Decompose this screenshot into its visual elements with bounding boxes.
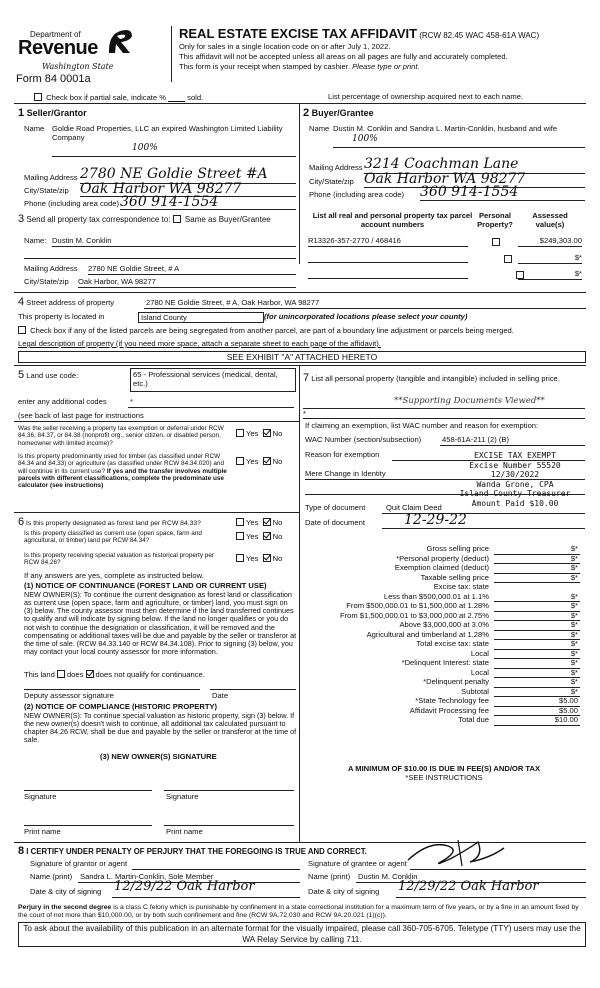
parcel-1-personal-checkbox[interactable] — [492, 238, 500, 246]
supporting-documents-viewed: **Supporting Documents Viewed** — [394, 396, 545, 406]
form-number: Form 84 0001a — [16, 73, 91, 85]
does-qualify-checkbox[interactable] — [57, 670, 65, 678]
buyer-heading-row — [303, 107, 374, 120]
tax-row-label: Local — [470, 648, 489, 658]
forest-q1-yes-checkbox[interactable] — [236, 518, 244, 526]
buyer-phone-label: Phone (including area code) — [309, 190, 404, 199]
certify-section-number: 8 — [18, 845, 25, 857]
property-section-number: 4 — [18, 296, 25, 308]
parcel-col-numbers: List all real and personal property tax parcel account numbers — [312, 211, 473, 229]
tax-row-label: Less than $500,000.01 at 1.1% — [383, 591, 489, 601]
tax-row-label: *Delinquent penalty — [423, 677, 489, 686]
stamp-line-5: Island County Treasurer — [459, 489, 571, 499]
tax-row-label: *Personal property (deduct) — [396, 553, 489, 563]
segregation-row — [18, 326, 514, 336]
parcel-value-3[interactable]: $* — [574, 269, 582, 278]
tax-row-underline — [494, 582, 580, 583]
grantor-name[interactable]: Sandra L. Martin-Conklin, Sole Member — [80, 872, 214, 881]
q2-no-label: No — [272, 457, 283, 466]
tax-row-underline — [494, 725, 580, 726]
seller-address-label: Mailing Address — [24, 173, 78, 182]
parcel-value-1[interactable]: $249,303.00 — [539, 236, 582, 245]
buyer-percent[interactable]: 100% — [352, 134, 378, 144]
stamp-line-6: Amount Paid $10.00 — [471, 498, 559, 508]
document-date[interactable]: 12-29-22 — [404, 512, 467, 528]
tax-row-label: Subtotal — [461, 686, 489, 696]
property-address-row — [18, 296, 114, 309]
q2-yes-checkbox[interactable] — [236, 457, 244, 465]
county-select[interactable]: Island County — [138, 312, 264, 323]
grantee-date-label: Date & city of signing — [308, 887, 380, 896]
forest-q2: Is this property classified as current use (open space, farm and agricultural, or timber) land per RCW 84.34? — [24, 530, 202, 545]
partial-sale-label: Check box if partial sale, indicate % — [46, 93, 166, 102]
owner-print-label-2: Print name — [166, 827, 203, 836]
see-instructions-note: *SEE INSTRUCTIONS — [405, 773, 483, 782]
seller-phone-label: Phone (including area code) — [24, 199, 119, 208]
document-type[interactable]: Quit Claim Deed — [386, 503, 442, 512]
land-use-q2 — [18, 453, 233, 490]
document-date-label: Date of document — [305, 518, 365, 527]
forest-q3-answer — [236, 554, 282, 564]
buyer-section-number: 2 — [303, 107, 310, 119]
grantor-date-city[interactable]: 12/29/22 Oak Harbor — [114, 879, 255, 894]
seller-city-label: City/State/zip — [24, 186, 69, 195]
deputy-signature-label: Deputy assessor signature — [24, 691, 114, 700]
parcel-col-assessed: Assessed value(s) — [532, 211, 568, 229]
property-address-label: Street address of property — [26, 298, 115, 307]
perjury-bold: Perjury in the second degree — [18, 904, 112, 911]
owner-signature-label-2: Signature — [166, 792, 199, 801]
land-use-q2-bold: If yes and the transfer involves multiple parcels with different classifications, complete the predominate use calculator (see instructions) — [18, 467, 227, 490]
q1-answer — [236, 429, 282, 439]
forest-section-number: 6 — [18, 516, 25, 528]
stamp-line-3: 12/30/2022 — [490, 470, 540, 480]
forest-q2-answer — [236, 532, 282, 542]
grantee-name-label: Name (print) — [308, 872, 351, 881]
notice-1-title: (1) NOTICE OF CONTINUANCE (FOREST LAND OR CURRENT USE) — [24, 581, 267, 590]
tax-row-label: From $500,000.01 to $1,500,000 at 1.28% — [346, 601, 489, 610]
tax-row-label: Affidavit Processing fee — [409, 705, 489, 715]
forest-q1-row — [18, 516, 201, 529]
tax-row-label: Total due — [458, 715, 489, 724]
forest-q1-no-label: No — [272, 518, 283, 527]
buyer-address[interactable]: 3214 Coachman Lane — [364, 156, 519, 172]
notice-1-body: NEW OWNER(S): To continue the current designation as forest land or classification as current use (open space, farm and agriculture, or timber) land, you must sign on (3) below. The county assessor must then determine if the land transferred continues to qualify and will indicate by signing below. If the land no longer qualifies or you do not wish to continue the designation or classification, it will be removed and the compensating or additional taxes will be due and payable by the seller or transferor at the time of sale. (RCW 84.33.140 or RCW 84.34.108). Prior to signing (3) below, you may contact your local county assessor for more information. — [24, 590, 297, 656]
legal-description-label: Legal description of property (if you need more space, attach a separate sheet to each page of the affidavit). — [18, 339, 381, 348]
form-title-row — [179, 27, 539, 42]
correspondence-address-label: Mailing Address — [24, 264, 78, 273]
tax-row-value[interactable]: $* — [570, 667, 578, 677]
grantee-name[interactable]: Dustin M. Conklin — [358, 872, 418, 881]
see-back-note: (see back of last page for instructions — [18, 411, 144, 420]
same-as-buyer-label: Same as Buyer/Grantee — [184, 215, 271, 224]
exemption-intro: If claiming an exemption, list WAC number and reason for exemption: — [305, 421, 539, 430]
property-address[interactable]: 2780 NE Goldie Street, # A, Oak Harbor, WA 98277 — [146, 298, 320, 307]
personal-property-row — [303, 372, 585, 385]
segregation-label: Check box if any of the listed parcels are being segregated from another parcel, are part of a boundary line adjustment or parcels being merged. — [30, 326, 514, 335]
buyer-name[interactable]: Dustin M. Conklin and Sandra L. Martin-Conklin, husband and wife — [333, 124, 558, 133]
correspondence-city[interactable]: Oak Harbor, WA 98277 — [78, 277, 156, 286]
treasurer-stamp — [450, 451, 580, 509]
q1-yes-checkbox[interactable] — [236, 429, 244, 437]
partial-sale-row — [34, 93, 203, 103]
correspondence-section-number: 3 — [18, 213, 25, 225]
tax-row-label: *Delinquent Interest: state — [401, 658, 489, 667]
form-statute: (RCW 82.45 WAC 458-61A WAC) — [419, 31, 540, 40]
grantee-signature-scribble — [400, 836, 510, 868]
property-located-label: This property is located in — [18, 312, 105, 321]
q1-no-label: No — [272, 429, 283, 438]
correspondence-city-label: City/State/zip — [24, 277, 69, 286]
wac-label: WAC Number (section/subsection) — [305, 435, 422, 444]
forest-q1: Is this property designated as forest land per RCW 84.33? — [26, 520, 201, 527]
q2-no-checkbox[interactable] — [263, 457, 271, 465]
parcel-number-1[interactable]: R13326-357-2770 / 468416 — [308, 236, 401, 245]
tax-row-value[interactable]: $* — [570, 601, 578, 610]
owner-print-label-1: Print name — [24, 827, 61, 836]
additional-codes-label: enter any additional codes — [18, 397, 107, 406]
land-use-row — [18, 369, 78, 382]
q2-yes-label: Yes — [246, 457, 259, 466]
forest-q3-no-label: No — [272, 554, 283, 563]
stamp-line-4: Wanda Grone, CPA — [476, 479, 554, 489]
tax-row-value[interactable]: $* — [570, 572, 578, 582]
seller-phone[interactable]: 360 914-1554 — [120, 194, 219, 210]
grantee-signature-label: Signature of grantee or agent — [308, 859, 407, 868]
q2-answer — [236, 457, 282, 467]
tax-row-value[interactable]: $* — [570, 563, 578, 572]
tax-row-value[interactable]: $* — [570, 658, 578, 667]
partial-sale-checkbox[interactable] — [34, 93, 42, 101]
forest-q3-yes-label: Yes — [246, 554, 259, 563]
tax-row-label: From $1,500,000.01 to $3,000,000 at 2.75% — [339, 610, 489, 620]
minimum-due-note: A MINIMUM OF $10.00 IS DUE IN FEE(S) AND/OR TAX — [347, 764, 541, 773]
header-line-3-text: This form is your receipt when stamped by cashier. — [179, 62, 350, 71]
certify-row — [18, 845, 367, 858]
tax-row-value[interactable]: $* — [570, 620, 578, 629]
deputy-date-label: Date — [212, 691, 229, 700]
dept-name-logo: Revenue — [18, 37, 98, 59]
grantee-date-city[interactable]: 12/29/22 Oak Harbor — [398, 879, 539, 894]
reason-label: Reason for exemption — [305, 450, 380, 459]
forest-q1-no-checkbox[interactable] — [263, 518, 271, 526]
tax-row-value[interactable]: $* — [570, 610, 578, 620]
header-line-3 — [179, 63, 420, 72]
tax-row-label: Above $3,000,000 at 3.0% — [399, 620, 489, 629]
land-use-code[interactable]: 65 - Professional services (medical, dental, etc.) — [130, 368, 296, 392]
land-use-label: Land use code: — [26, 371, 79, 380]
alternate-format-notice: To ask about the availability of this publication in an alternate format for the visually impaired, please call 360-705-6705. Teletype (TTY) users may use the WA Relay Service by calling 711. — [18, 922, 586, 947]
header-line-1: Only for sales in a single location code on or after July 1, 2022. — [179, 42, 391, 51]
land-use-section-number: 5 — [18, 369, 25, 381]
stamp-line-2: Excise Number 55520 — [469, 460, 561, 470]
county-note: (for unincorporated locations please select your county) — [264, 312, 468, 321]
parcel-value-2[interactable]: $* — [574, 253, 582, 262]
tax-row-label: Excise tax: state — [433, 582, 489, 591]
parcel-2-personal-checkbox[interactable] — [504, 255, 512, 263]
buyer-name-label: Name — [309, 124, 330, 133]
tax-row-value[interactable]: $* — [570, 629, 578, 639]
tax-row-label: Local — [470, 667, 489, 677]
forest-q2-yes-checkbox[interactable] — [236, 532, 244, 540]
forest-q3-yes-checkbox[interactable] — [236, 554, 244, 562]
forest-q2-yes-label: Yes — [246, 532, 259, 541]
tax-row-value[interactable]: $10.00 — [554, 715, 578, 724]
correspondence-heading: Send all property tax correspondence to: — [26, 215, 171, 224]
seller-section-number: 1 — [18, 107, 25, 119]
forest-if-yes: If any answers are yes, complete as instructed below. — [24, 571, 204, 580]
header-line-3-italic: Please type or print. — [352, 62, 420, 71]
header-line-2: This affidavit will not be accepted unless all areas on all pages are fully and accurately completed. — [179, 52, 508, 61]
partial-sale-suffix: sold. — [187, 93, 204, 102]
seller-city[interactable]: Oak Harbor WA 98277 — [80, 181, 242, 197]
personal-property-text: List all personal property (tangible and intangible) included in selling price. — [311, 374, 560, 383]
tax-row-label: Gross selling price — [426, 544, 489, 553]
partial-sale-value[interactable]: ____ — [168, 93, 186, 102]
notice-3-title: (3) NEW OWNER(S) SIGNATURE — [100, 752, 217, 761]
personal-property-star: * — [303, 409, 306, 418]
document-type-label: Type of document — [305, 503, 366, 512]
seller-name-label: Name — [24, 124, 45, 133]
does-label: does — [66, 670, 84, 679]
tax-row-value[interactable]: $* — [570, 648, 578, 658]
tax-row-value[interactable]: $5.00 — [558, 696, 578, 705]
correspondence-name-label: Name: — [24, 236, 47, 245]
tax-row-value[interactable]: $5.00 — [558, 705, 578, 715]
forest-q2-no-checkbox[interactable] — [263, 532, 271, 540]
seller-percent[interactable]: 100% — [132, 143, 158, 153]
correspondence-name[interactable]: Dustin M. Conklin — [52, 236, 112, 245]
seller-address[interactable]: 2780 NE Goldie Street #A — [80, 166, 268, 182]
state-name: Washington State — [42, 62, 114, 71]
forest-q3: Is this property receiving special valuation as historical property per RCW 84.26? — [24, 552, 215, 567]
land-use-q2-text: Is this property predominantly used for timber (as classified under RCW 84.34 and 84.33) or agriculture (as classified under RCW 84.34.020) and will continue in its current use? — [18, 453, 225, 475]
seller-name[interactable]: Goldie Road Properties, LLC an expired Washington Limited Liability Company — [52, 124, 283, 142]
tax-row-value[interactable]: $* — [570, 544, 578, 553]
legal-description-value[interactable]: SEE EXHIBIT "A" ATTACHED HERETO — [18, 351, 586, 363]
same-as-buyer-checkbox[interactable] — [173, 215, 181, 223]
forest-q3-no-checkbox[interactable] — [263, 554, 271, 562]
correspondence-heading-row — [18, 213, 271, 226]
additional-codes-value[interactable]: * — [130, 397, 133, 406]
personal-property-section-number: 7 — [303, 372, 310, 384]
ownership-note: List percentage of ownership acquired next to each name. — [328, 92, 524, 101]
tax-row-value[interactable]: $* — [570, 591, 578, 601]
land-use-q1: Was the seller receiving a property tax exemption or deferral under RCW 84.36, 84.37, or 84.38 (nonprofit org., senior citizen, or disabled person, homeowner with limited income)? — [18, 425, 224, 447]
correspondence-address[interactable]: 2780 NE Goldie Street, # A — [88, 264, 180, 273]
form-title: REAL ESTATE EXCISE TAX AFFIDAVIT — [179, 26, 418, 41]
forest-q1-answer — [236, 518, 282, 528]
does-not-qualify-checkbox[interactable] — [86, 670, 94, 678]
perjury-text: is a class C felony which is punishable by confinement in a state correctional institution for a maximum term of five years, or by a fine in an amount fixed by the court of not more than $10,000.00, or by both such confinement and fine (RCW 9A.72.030 and RCW 9A.20.021 (1)(c)). — [18, 904, 579, 919]
tax-row-label: *State Technology fee — [415, 696, 489, 705]
tax-row-value[interactable]: $* — [570, 686, 578, 696]
parcel-col-personal: Personal Property? — [477, 211, 513, 229]
q1-yes-label: Yes — [246, 429, 259, 438]
tax-row-label: Total excise tax: state — [416, 639, 489, 648]
tax-row-label: Exemption claimed (deduct) — [394, 563, 489, 572]
buyer-address-label: Mailing Address — [309, 163, 363, 172]
notice-2-title: (2) NOTICE OF COMPLIANCE (HISTORIC PROPERTY) — [24, 702, 218, 711]
revenue-logo-icon — [104, 25, 134, 57]
owner-signature-label-1: Signature — [24, 792, 57, 801]
grantor-name-label: Name (print) — [30, 872, 73, 881]
tax-row-value[interactable]: $* — [570, 639, 578, 648]
dept-line: Department of — [30, 30, 81, 39]
this-land-label: This land — [24, 670, 55, 679]
buyer-city[interactable]: Oak Harbor WA 98277 — [364, 171, 526, 187]
forest-q2-no-label: No — [272, 532, 283, 541]
q1-no-checkbox[interactable] — [263, 429, 271, 437]
grantor-signature-label: Signature of grantor or agent — [30, 859, 128, 868]
does-not-label: does not qualify for continuance. — [95, 670, 205, 679]
perjury-notice — [18, 904, 586, 920]
continuance-row — [24, 670, 205, 680]
segregation-checkbox[interactable] — [18, 326, 26, 334]
tax-row-value[interactable]: $* — [570, 677, 578, 686]
forest-q1-yes-label: Yes — [246, 518, 259, 527]
certify-text: I CERTIFY UNDER PENALTY OF PERJURY THAT THE FOREGOING IS TRUE AND CORRECT. — [26, 847, 367, 856]
buyer-heading: Buyer/Grantee — [311, 108, 374, 118]
buyer-phone[interactable]: 360 914-1554 — [420, 184, 519, 200]
seller-heading-row — [18, 107, 87, 120]
notice-2-body: NEW OWNER(S): To continue special valuation as historic property, sign (3) below. If the new owner(s) doesn't wish to continue, all additional tax calculated pursuant to chapter 84.26 RCW, shall be due and payable by the seller or transferor at the time of sale. — [24, 711, 297, 745]
tax-row-label: Taxable selling price — [420, 572, 489, 582]
grantor-date-label: Date & city of signing — [30, 887, 102, 896]
wac-value[interactable]: 458-61A-211 (2) (B) — [442, 435, 509, 444]
tax-row-label: Agricultural and timberland at 1.28% — [366, 629, 489, 639]
reason-value[interactable]: Mere Change in Identity — [305, 469, 386, 478]
stamp-line-1: EXCISE TAX EXEMPT — [474, 451, 556, 460]
buyer-city-label: City/State/zip — [309, 177, 354, 186]
tax-row-value[interactable]: $* — [570, 553, 578, 563]
seller-heading: Seller/Grantor — [26, 108, 87, 118]
